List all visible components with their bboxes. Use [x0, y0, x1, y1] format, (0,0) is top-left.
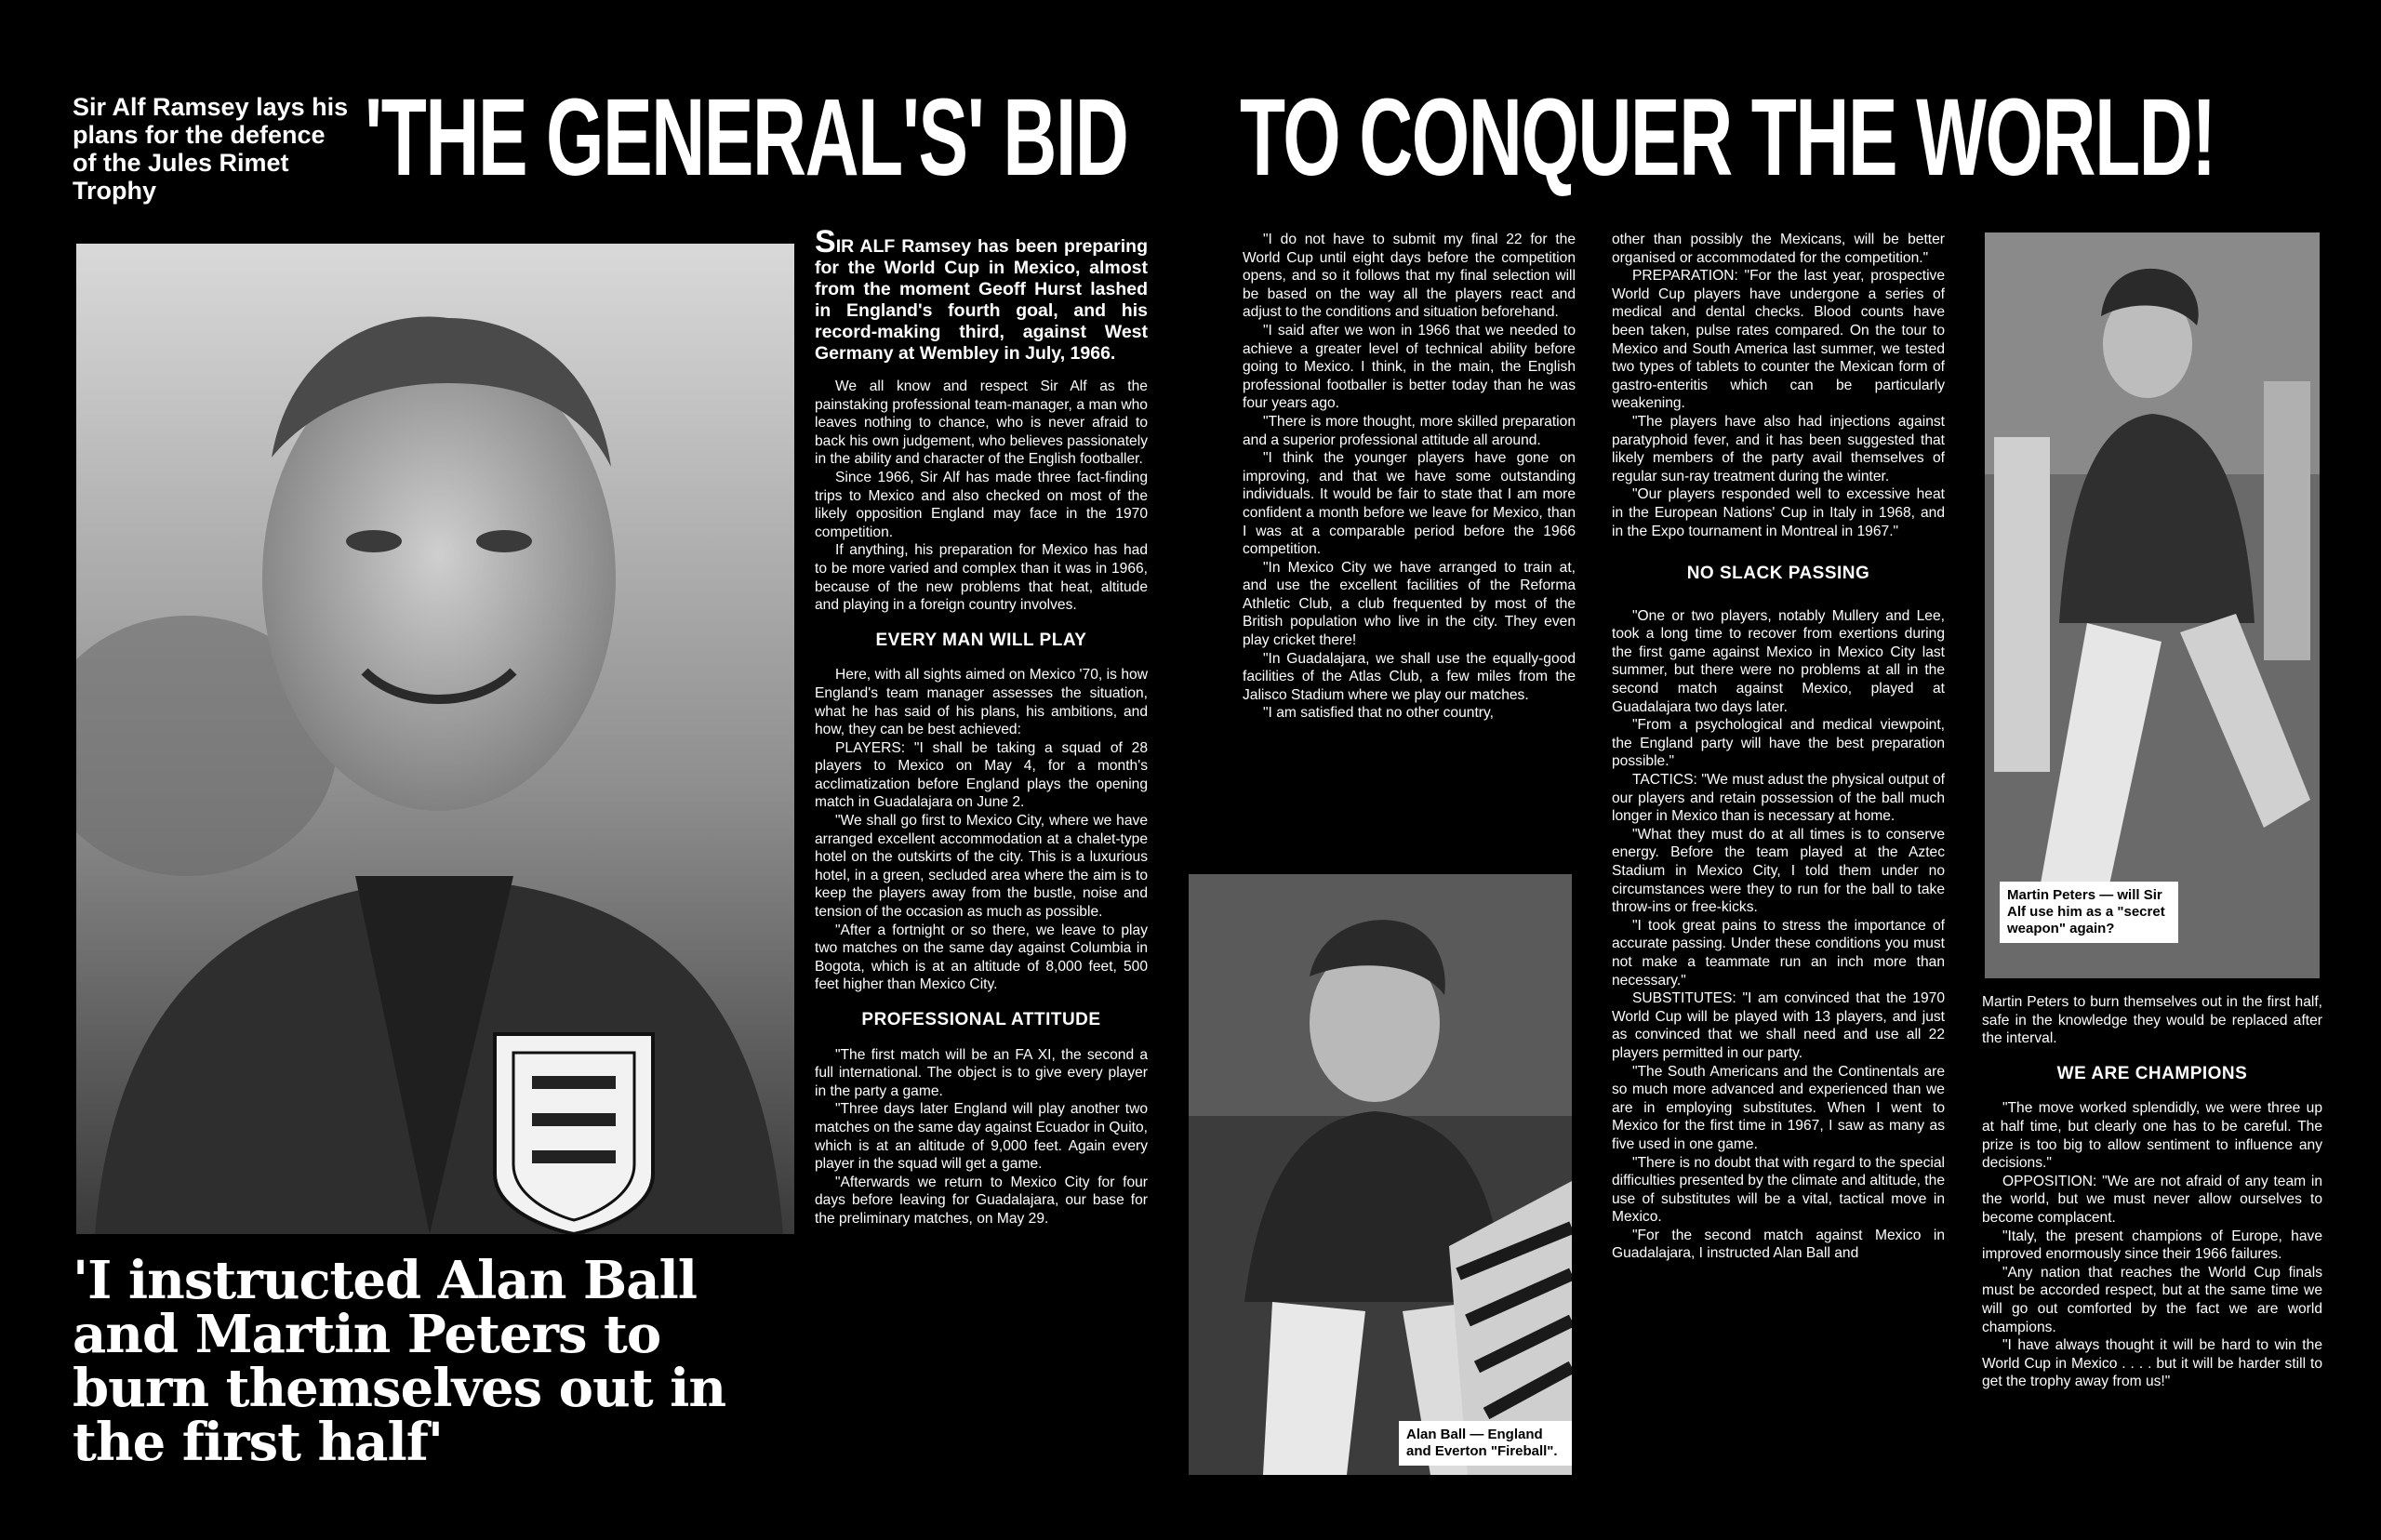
caption-alan-ball: Alan Ball — England and Everton "Fireball".	[1399, 1421, 1572, 1466]
body-paragraph: SUBSTITUTES: "I am convinced that the 1970 World Cup will be played with 13 players, and just as convinced that we shall need and use all 22 players permitted in our party.	[1612, 990, 1945, 1061]
body-paragraph: "We shall go first to Mexico City, where we have arranged excellent accommodation at a chalet-type hotel on the outskirts of the city. This is a luxurious hotel, in a green, secluded area where the aim is to keep the players away from the bustle, noise and tension of the occasion as much as possible.	[815, 813, 1148, 921]
body-paragraph: Since 1966, Sir Alf has made three fact-finding trips to Mexico and also checked on most of the likely opposition England may face in the 1970 competition.	[815, 469, 1148, 540]
body-paragraph: "Three days later England will play another two matches on the same day against Ecuador in Quito, which is at an altitude of 9,000 feet. Again every player in the squad will get a game.	[815, 1101, 1148, 1173]
body-paragraph: "There is more thought, more skilled preparation and a superior professional attitude all around.	[1243, 413, 1576, 448]
body-paragraph: PREPARATION: "For the last year, prospective World Cup players have undergone a series of medical and dental checks. Blood counts have been taken, pulse rates compared. On the tour to Mexico and South America last summer, we tested two types of tablets to counter the Mexican form of gastro-enteritis which can be particularly weakening.	[1612, 268, 1945, 412]
pull-quote: 'I instructed Alan Ball and Martin Peters to burn themselves out in the first half'	[73, 1250, 726, 1473]
subheading: NO SLACK PASSING	[1686, 564, 1870, 584]
body-paragraph: "Italy, the present champions of Europe, have improved enormously since their 1966 failures.	[1982, 1228, 2322, 1263]
body-paragraph: "I do not have to submit my final 22 for the World Cup until eight days before the competition opens, and so it follows that my final selection will be based on the way all the players react and adjust to the conditions and situation beforehand.	[1243, 232, 1576, 321]
body-paragraph: "I said after we won in 1966 that we needed to achieve a greater level of technical ability before going to Mexico. I think, in the main, the English professional footballer is better today than he was four years ago.	[1243, 322, 1576, 412]
body-paragraph: "After a fortnight or so there, we leave to play two matches on the same day against Columbia in Bogota, which is at an altitude of 8,000 feet, 500 feet higher than Mexico City.	[815, 922, 1148, 993]
body-paragraph: "From a psychological and medical viewpoint, the England party will have the best preparation possible."	[1612, 717, 1945, 770]
subheading: EVERY MAN WILL PLAY	[875, 630, 1087, 650]
body-paragraph: Martin Peters to burn themselves out in the first half, safe in the knowledge they would be replaced after the interval.	[1982, 994, 2322, 1047]
body-paragraph: "The move worked splendidly, we were three up at half time, but clearly one has to be careful. The prize is too big to allow sentiment to influence any decisions."	[1982, 1100, 2322, 1172]
body-paragraph: "The players have also had injections against paratyphoid fever, and it has been suggested that likely members of the party avail themselves of regular sun-ray treatment during the winter.	[1612, 413, 1945, 485]
subheading: PROFESSIONAL ATTITUDE	[861, 1010, 1101, 1029]
body-paragraph: PLAYERS: "I shall be taking a squad of 28 players to Mexico on May 4, for a month's acclimatization before England plays the opening match in Guadalajara on June 2.	[815, 739, 1148, 811]
headline-left: 'THE GENERAL'S' BID	[365, 76, 1128, 199]
body-paragraph: "What they must do at all times is to conserve energy. Before the team played at the Aztec Stadium in Mexico City, I told them under no circumstances were they to run for the ball to take throw-ins or free-kicks.	[1612, 826, 1945, 916]
article-column-3	[1612, 231, 1945, 1263]
body-paragraph: "I am satisfied that no other country,	[1263, 705, 1494, 722]
subheading: WE ARE CHAMPIONS	[2056, 1063, 2248, 1083]
body-paragraph: "Afterwards we return to Mexico City for four days before leaving for Guadalajara, our base for the preliminary matches, on May 29.	[815, 1174, 1148, 1227]
article-column-1	[815, 224, 1148, 1228]
headline-right: TO CONQUER THE WORLD!	[1240, 76, 2215, 199]
martin-peters-photo	[1985, 232, 2320, 978]
kicker: Sir Alf Ramsey lays his plans for the defence of the Jules Rimet Trophy	[73, 93, 349, 205]
body-paragraph: We all know and respect Sir Alf as the painstaking professional team-manager, a man who leaves nothing to chance, who is never afraid to back his own judgement, who believes passionately in the ability and character of the English footballer.	[815, 378, 1148, 468]
body-paragraph: "The first match will be an FA XI, the second a full international. The object is to give every player in the party a game.	[815, 1046, 1148, 1099]
body-paragraph: TACTICS: "We must adust the physical output of our players and retain possession of the ball much longer in Mexico than is necessary at home.	[1612, 772, 1945, 825]
body-paragraph: "In Mexico City we have arranged to train at, and use the excellent facilities of the Reforma Athletic Club, a club frequented by most of the British population who live in the city. They even play cricket there!	[1243, 559, 1576, 649]
body-paragraph: "Any nation that reaches the World Cup finals must be accorded respect, but at the same time we will go out comforted by the fact we are world champions.	[1982, 1264, 2322, 1335]
article-column-2	[1243, 231, 1576, 723]
ramsey-photo	[76, 244, 794, 1234]
body-paragraph: "I took great pains to stress the importance of accurate passing. Under these conditions you must not make a teammate run an inch more than necessary."	[1612, 917, 1945, 989]
body-paragraph: OPPOSITION: "We are not afraid of any team in the world, but we must never allow ourselves to become complacent.	[1982, 1173, 2322, 1226]
body-paragraph: "For the second match against Mexico in Guadalajara, I instructed Alan Ball and	[1612, 1227, 1945, 1262]
body-paragraph: "Our players responded well to excessive heat in the European Nations' Cup in Italy in 1968, and in the Expo tournament in Montreal in 1967."	[1612, 486, 1945, 539]
lead-paragraph	[815, 224, 1148, 365]
body-paragraph: other than possibly the Mexicans, will be better organised or accommodated for the competition."	[1612, 232, 1945, 266]
body-paragraph: "In Guadalajara, we shall use the equally-good facilities of the Atlas Club, a few miles from the Jalisco Stadium where we play our matches.	[1243, 650, 1576, 703]
body-paragraph: Here, with all sights aimed on Mexico '70, is how England's team manager assesses the situation, what he has said of his plans, his ambitions, and how, they can be best achieved:	[815, 667, 1148, 738]
body-paragraph: "I have always thought it will be hard to win the World Cup in Mexico . . . . but it will be harder still to get the trophy away from us!"	[1982, 1337, 2322, 1390]
body-paragraph: If anything, his preparation for Mexico has had to be more varied and complex than it was in 1966, because of the new problems that heat, altitude and playing in a foreign country involves.	[815, 542, 1148, 614]
drop-cap: S	[815, 224, 836, 259]
alan-ball-photo	[1189, 874, 1572, 1475]
lead-text: IR ALF Ramsey has been preparing for the World Cup in Mexico, almost from the moment Geoff Hurst lashed in England's fourth goal, and his record-making third, against West Germany at Wembley in July, 1966.	[815, 236, 1148, 364]
body-paragraph: "One or two players, notably Mullery and Lee, took a long time to recover from exertions during the first game against Mexico in Mexico City last summer, but there were no problems at all in the second match against Mexico, played at Guadalajara two days later.	[1612, 607, 1945, 715]
caption-martin-peters: Martin Peters — will Sir Alf use him as a "secret weapon" again?	[2000, 882, 2178, 943]
article-column-4	[1982, 993, 2322, 1391]
body-paragraph: "I think the younger players have gone on improving, and that we have some outstanding individuals. It would be fair to state that I am more confident a month before we leave for Mexico, than I was at a comparable period before the 1966 competition.	[1243, 450, 1576, 558]
body-paragraph: "The South Americans and the Continentals are so much more advanced and experienced than we are in employing substitutes. When I went to Mexico for the first time in 1967, I saw as many as five used in one game.	[1612, 1063, 1945, 1152]
body-paragraph: "There is no doubt that with regard to the special difficulties presented by the climate and altitude, the use of substitutes will be a vital, tactical move in Mexico.	[1612, 1154, 1945, 1226]
